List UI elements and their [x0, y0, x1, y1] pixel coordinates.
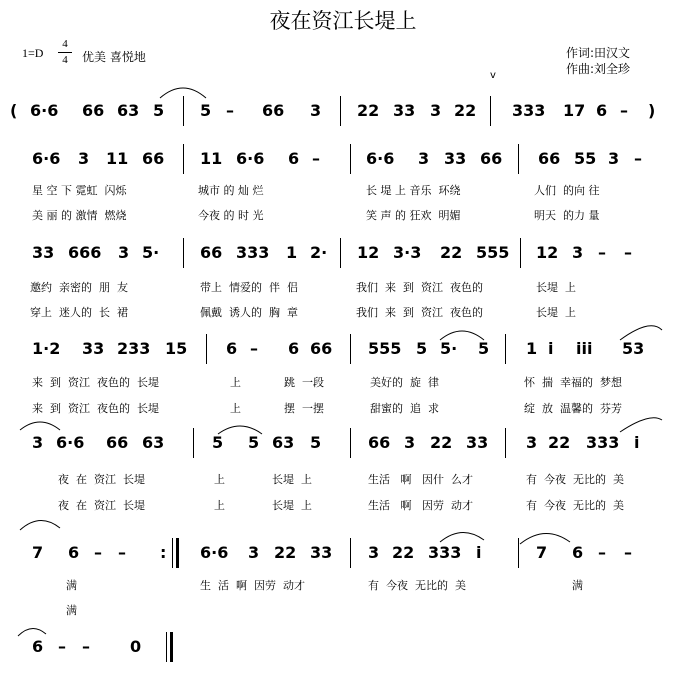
- bar-line: [350, 334, 351, 364]
- slur: [18, 628, 46, 636]
- note: 22: [430, 433, 453, 452]
- note: i: [476, 543, 482, 562]
- note: 22: [454, 101, 477, 120]
- bar-line: [505, 428, 506, 458]
- note: 1·2: [32, 339, 61, 358]
- lyric-text: 夜 在 资江 长堤: [58, 473, 145, 486]
- note: 53: [622, 339, 645, 358]
- note: 3: [78, 149, 90, 168]
- lyric-text: 人们 的向 往: [534, 184, 600, 197]
- note: 5·: [142, 243, 160, 262]
- note: 66: [106, 433, 129, 452]
- lyric-text: 长堤 上: [536, 306, 576, 319]
- note: 7: [32, 543, 44, 562]
- note: 6·6: [56, 433, 85, 452]
- note: –: [598, 543, 606, 562]
- note: 3: [404, 433, 416, 452]
- lyric-text: 今夜 的 时 光: [198, 209, 264, 222]
- time-signature-bottom: 4: [62, 54, 68, 66]
- lyric-text: 上: [214, 499, 225, 512]
- note: 66: [480, 149, 503, 168]
- bar-line: [520, 238, 521, 268]
- note: –: [58, 637, 66, 656]
- lyric-text: 佩戴 诱人的 胸 章: [200, 306, 298, 319]
- note: (: [10, 101, 18, 120]
- lyric-text: 我们 来 到 资江 夜色的: [356, 306, 483, 319]
- lyric-text: 美好的 旋 律: [370, 376, 439, 389]
- lyric-text: 夜 在 资江 长堤: [58, 499, 145, 512]
- time-signature-top: 4: [62, 38, 68, 50]
- lyric-line: [0, 375, 686, 395]
- bar-line: [183, 96, 184, 126]
- lyric-text: 来 到 资江 夜色的 长堤: [32, 376, 159, 389]
- bar-line: [193, 428, 194, 458]
- note: 6: [226, 339, 238, 358]
- note: 33: [393, 101, 416, 120]
- note: 15: [165, 339, 188, 358]
- note: 3: [418, 149, 430, 168]
- note: –: [94, 543, 102, 562]
- bar-line: [350, 144, 351, 174]
- note: 17: [563, 101, 586, 120]
- lyric-text: 长 堤 上 音乐 环绕: [366, 184, 461, 197]
- note: –: [620, 101, 628, 120]
- end-bar-thin: [166, 632, 167, 662]
- lyric-text: 笑 声 的 狂欢 明媚: [366, 209, 461, 222]
- note: 6: [32, 637, 44, 656]
- bar-line: [490, 96, 491, 126]
- note: 3: [368, 543, 380, 562]
- note: 5: [310, 433, 322, 452]
- note: 6: [288, 149, 300, 168]
- lyric-text: 有 今夜 无比的 美: [368, 579, 466, 592]
- repeat-dots: :: [160, 543, 167, 562]
- note: 63: [142, 433, 165, 452]
- lyric-text: 星 空 下 霓虹 闪烁: [32, 184, 127, 197]
- lyric-text: 摆 一摆: [284, 402, 324, 415]
- lyric-text: 穿上 迷人的 长 裙: [30, 306, 128, 319]
- notation-row-1: [0, 100, 686, 140]
- lyric-line: [0, 578, 686, 598]
- note: –: [118, 543, 126, 562]
- tempo-marking: 优美 喜悦地: [82, 50, 146, 64]
- lyric-line: [0, 183, 686, 203]
- note: 22: [392, 543, 415, 562]
- bar-line: [183, 144, 184, 174]
- note: 12: [536, 243, 559, 262]
- note: 55: [574, 149, 597, 168]
- lyric-text: 长堤 上: [536, 281, 576, 294]
- note: 333: [586, 433, 620, 452]
- bar-line: [206, 334, 207, 364]
- note: 7: [536, 543, 548, 562]
- note: 6·6: [32, 149, 61, 168]
- note: 6·6: [236, 149, 265, 168]
- lyric-text: 我们 来 到 资江 夜色的: [356, 281, 483, 294]
- end-bar-thick: [170, 632, 173, 662]
- note: –: [250, 339, 258, 358]
- note: 6: [572, 543, 584, 562]
- note: 12: [357, 243, 380, 262]
- note: 33: [310, 543, 333, 562]
- note: 5: [200, 101, 212, 120]
- note: 33: [32, 243, 55, 262]
- lyric-text: 上: [230, 376, 241, 389]
- note: 3: [118, 243, 130, 262]
- lyric-text: 怀 揣 幸福的 梦想: [524, 376, 622, 389]
- note: 66: [262, 101, 285, 120]
- lyric-line: [0, 208, 686, 228]
- lyric-line: [0, 472, 686, 492]
- lyric-text: 城市 的 灿 烂: [198, 184, 264, 197]
- lyric-text: 生活 啊 因劳 动才: [368, 499, 473, 512]
- note: 5: [248, 433, 260, 452]
- lyric-text: 生 活 啊 因劳 动才: [200, 579, 305, 592]
- note: –: [82, 637, 90, 656]
- lyric-line: [0, 280, 686, 300]
- lyric-text: 有 今夜 无比的 美: [526, 473, 624, 486]
- lyric-text: 绽 放 温馨的 芬芳: [524, 402, 622, 415]
- bar-line: [350, 538, 351, 568]
- bar-line: [183, 238, 184, 268]
- lyric-text: 明天 的力 量: [534, 209, 600, 222]
- composer-credit: 作曲:刘全珍: [566, 62, 631, 76]
- note: –: [624, 243, 632, 262]
- note: 333: [428, 543, 462, 562]
- bar-line: [505, 334, 506, 364]
- note: 22: [274, 543, 297, 562]
- note: 6·6: [200, 543, 229, 562]
- note: 333: [236, 243, 270, 262]
- note: 66: [142, 149, 165, 168]
- note: iii: [576, 339, 593, 358]
- note: 0: [130, 637, 142, 656]
- bar-line: [350, 428, 351, 458]
- note: 555: [368, 339, 402, 358]
- note: 5: [478, 339, 490, 358]
- note: 66: [82, 101, 105, 120]
- note: 22: [440, 243, 463, 262]
- note: –: [312, 149, 320, 168]
- note: 6·6: [366, 149, 395, 168]
- notation-row-2: [0, 148, 686, 188]
- note: 3: [526, 433, 538, 452]
- note: 11: [106, 149, 129, 168]
- lyric-line: [0, 498, 686, 518]
- lyric-text: 上: [214, 473, 225, 486]
- note: 22: [548, 433, 571, 452]
- note: 3·3: [393, 243, 422, 262]
- note: 33: [444, 149, 467, 168]
- note: 22: [357, 101, 380, 120]
- lyric-text: 生活 啊 因什 么才: [368, 473, 473, 486]
- note: i: [634, 433, 640, 452]
- note: 63: [117, 101, 140, 120]
- lyric-text: 满: [66, 579, 77, 592]
- note: 6: [596, 101, 608, 120]
- note: 66: [310, 339, 333, 358]
- breath-mark: v: [490, 70, 496, 81]
- lyric-text: 甜蜜的 追 求: [370, 402, 439, 415]
- note: 11: [200, 149, 223, 168]
- lyric-text: 有 今夜 无比的 美: [526, 499, 624, 512]
- lyric-text: 带上 情爱的 伴 侣: [200, 281, 298, 294]
- lyric-text: 满: [572, 579, 583, 592]
- lyric-line: [0, 305, 686, 325]
- lyric-line: [0, 401, 686, 421]
- song-title: 夜在资江长堤上: [269, 9, 417, 33]
- note: 2·: [310, 243, 328, 262]
- note: –: [624, 543, 632, 562]
- notation-row-6: [0, 542, 686, 582]
- note: 63: [272, 433, 295, 452]
- note: 3: [572, 243, 584, 262]
- note: 1: [286, 243, 298, 262]
- note: 3: [32, 433, 44, 452]
- note: 3: [310, 101, 322, 120]
- time-signature: [58, 38, 72, 67]
- note: –: [598, 243, 606, 262]
- lyric-text: 长堤 上: [272, 473, 312, 486]
- lyric-text: 美 丽 的 激情 燃烧: [32, 209, 127, 222]
- note: 6·6: [30, 101, 59, 120]
- note: 6: [68, 543, 80, 562]
- notation-row-5: [0, 432, 686, 472]
- notation-row-7: [0, 636, 686, 676]
- note: 1: [526, 339, 538, 358]
- lyricist-credit: 作词:田汉文: [566, 46, 631, 60]
- note: 33: [82, 339, 105, 358]
- bar-line: [340, 238, 341, 268]
- note: 5: [212, 433, 224, 452]
- lyric-text: 长堤 上: [272, 499, 312, 512]
- note: 66: [368, 433, 391, 452]
- note: 666: [68, 243, 102, 262]
- key-signature: 1=D: [22, 46, 44, 60]
- note: 333: [512, 101, 546, 120]
- bar-line: [340, 96, 341, 126]
- note: 3: [430, 101, 442, 120]
- note: ): [648, 101, 656, 120]
- repeat-bar-thick: [176, 538, 179, 568]
- lyric-text: 上: [230, 402, 241, 415]
- note: 3: [608, 149, 620, 168]
- note: 66: [200, 243, 223, 262]
- note: i: [548, 339, 554, 358]
- slur: [440, 532, 484, 542]
- note: –: [226, 101, 234, 120]
- bar-line: [172, 538, 173, 568]
- slur: [20, 422, 60, 430]
- note: 233: [117, 339, 151, 358]
- notation-row-4: [0, 338, 686, 378]
- note: 6: [288, 339, 300, 358]
- note: 555: [476, 243, 510, 262]
- note: 33: [466, 433, 489, 452]
- bar-line: [518, 144, 519, 174]
- note: 5: [153, 101, 165, 120]
- lyric-line: [0, 603, 686, 623]
- notation-row-3: [0, 242, 686, 282]
- note: 5: [416, 339, 428, 358]
- note: 3: [248, 543, 260, 562]
- lyric-text: 来 到 资江 夜色的 长堤: [32, 402, 159, 415]
- bar-line: [518, 538, 519, 568]
- lyric-text: 邀约 亲密的 朋 友: [30, 281, 128, 294]
- note: –: [634, 149, 642, 168]
- lyric-text: 跳 一段: [284, 376, 324, 389]
- note: 66: [538, 149, 561, 168]
- slur: [20, 520, 60, 530]
- note: 5·: [440, 339, 458, 358]
- lyric-text: 满: [66, 604, 77, 617]
